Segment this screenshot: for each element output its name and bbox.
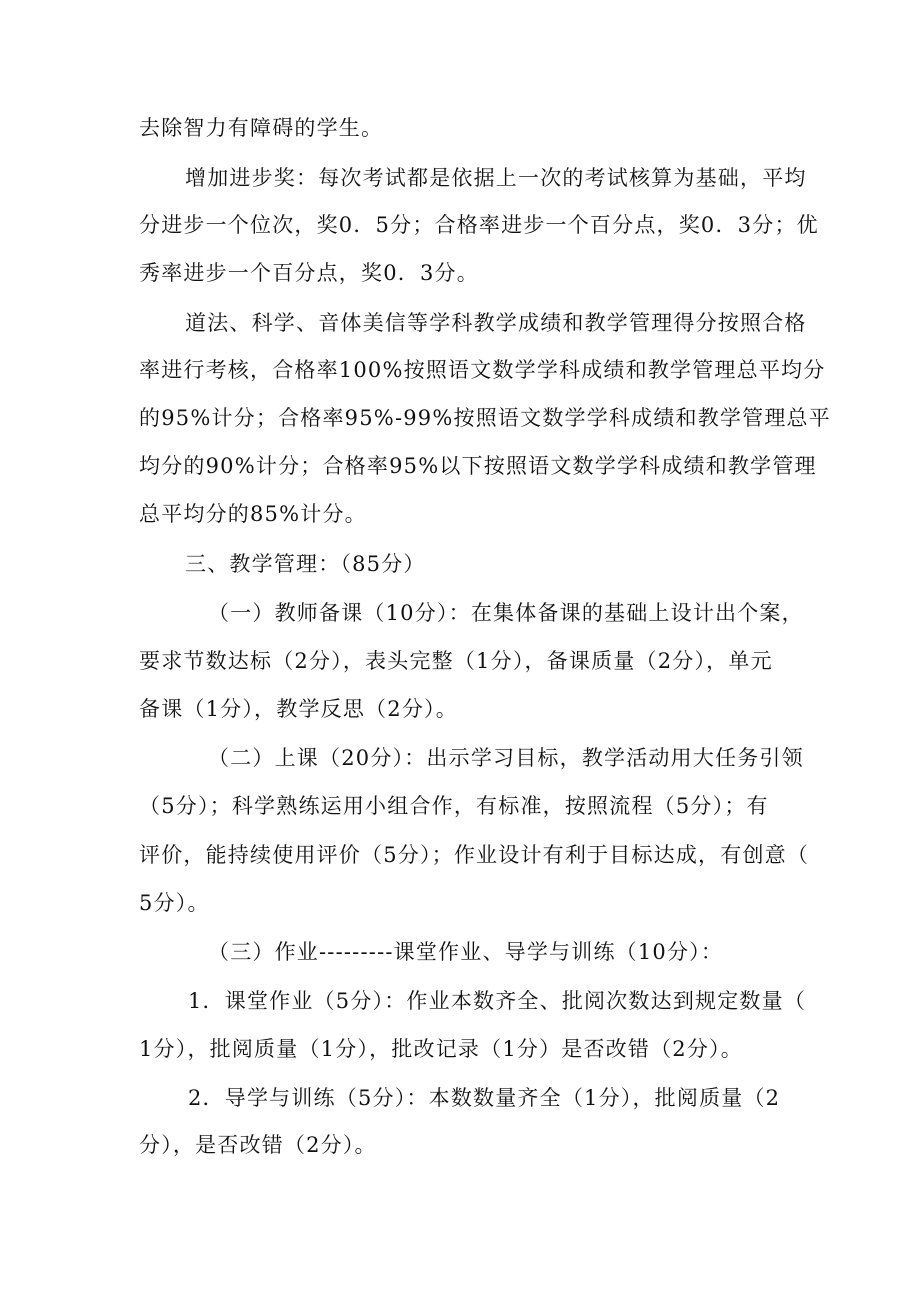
- text-line: 分），是否改错（2分）。: [139, 1133, 377, 1157]
- text-line: 秀率进步一个百分点，奖0．3分。: [139, 261, 479, 285]
- paragraph-start: （一）教师备课（10分）：在集体备课的基础上设计出个案，: [208, 601, 804, 625]
- text-line: 率进行考核，合格率100%按照语文数学学科成绩和教学管理总平均分: [139, 358, 826, 382]
- text-line: 均分的90%计分；合格率95%以下按照语文数学学科成绩和教学管理: [139, 454, 817, 478]
- text-line: 总平均分的85%计分。: [139, 502, 367, 526]
- subsection-heading: （三）作业---------课堂作业、导学与训练（10分）：: [208, 940, 724, 964]
- list-item: 1．课堂作业（5分）：作业本数齐全、批阅次数达到规定数量（: [188, 989, 807, 1013]
- text-line: 1分），批阅质量（1分），批改记录（1分）是否改错（2分）。: [139, 1037, 743, 1061]
- text-line: 的95%计分；合格率95%-99%按照语文数学学科成绩和教学管理总平: [139, 406, 831, 430]
- paragraph-start: （二）上课（20分）：出示学习目标，教学活动用大任务引领: [208, 746, 804, 770]
- text-line: 分进步一个位次，奖0．5分；合格率进步一个百分点，奖0．3分；优: [139, 213, 819, 237]
- text-line: （5分）；科学熟练运用小组合作，有标准，按照流程（5分）；有: [139, 794, 769, 818]
- text-line: 评价，能持续使用评价（5分）；作业设计有利于目标达成，有创意（: [139, 843, 810, 867]
- list-item: 2．导学与训练（5分）：本数数量齐全（1分），批阅质量（2: [188, 1086, 781, 1110]
- section-heading: 三、教学管理：（85分）: [185, 552, 426, 576]
- text-line: 5分）。: [139, 891, 210, 915]
- text-line: 要求节数达标（2分），表头完整（1分），备课质量（2分），单元: [139, 649, 773, 673]
- paragraph-start: 道法、科学、音体美信等学科教学成绩和教学管理得分按照合格: [185, 311, 807, 335]
- text-line: 备课（1分），教学反思（2分）。: [139, 697, 458, 721]
- text-line: 去除智力有障碍的学生。: [139, 116, 384, 140]
- paragraph-start: 增加进步奖：每次考试都是依据上一次的考试核算为基础，平均: [185, 166, 807, 190]
